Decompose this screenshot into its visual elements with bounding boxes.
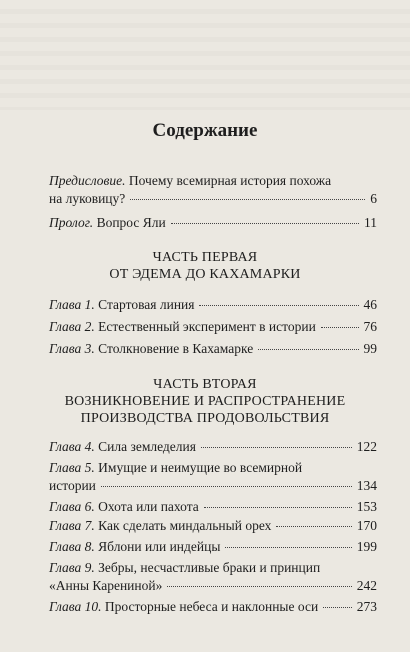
toc-entry-chapter-10 bbox=[49, 598, 377, 616]
entry-title: Сила земледелия bbox=[94, 439, 196, 454]
leader-dots bbox=[167, 585, 351, 587]
part-name: ЧАСТЬ ВТОРАЯ bbox=[153, 377, 257, 392]
leader-dots bbox=[204, 506, 352, 508]
entry-prefix: Глава 1. bbox=[49, 297, 95, 312]
entry-prefix: Глава 6. bbox=[49, 499, 95, 514]
entry-prefix: Пролог. bbox=[49, 215, 94, 230]
entry-title: Вопрос Яли bbox=[93, 215, 166, 230]
toc-entry-chapter-6 bbox=[49, 498, 377, 516]
toc-entry-preface bbox=[49, 172, 377, 208]
page-number: 99 bbox=[363, 341, 377, 356]
leader-dots bbox=[130, 198, 365, 200]
entry-title: Имущие и неимущие во всемирной bbox=[94, 460, 303, 475]
entry-title-continued: на луковицу? bbox=[49, 191, 126, 206]
page-number: 199 bbox=[356, 539, 377, 554]
entry-prefix: Глава 7. bbox=[49, 518, 95, 533]
part-heading-2 bbox=[0, 376, 410, 427]
entry-title: Охота или пахота bbox=[94, 499, 199, 514]
page-title: Содержание bbox=[152, 120, 258, 141]
page-number: 6 bbox=[370, 191, 377, 206]
entry-prefix: Глава 5. bbox=[49, 460, 95, 475]
leader-dots bbox=[171, 222, 359, 224]
toc-entry-chapter-1 bbox=[49, 296, 377, 314]
leader-dots bbox=[201, 446, 352, 448]
toc-entry-chapter-4 bbox=[49, 438, 377, 456]
page-number: 122 bbox=[356, 439, 377, 454]
entry-title: Стартовая линия bbox=[94, 297, 195, 312]
toc-entry-chapter-3 bbox=[49, 340, 377, 358]
leader-dots bbox=[323, 606, 352, 608]
entry-title: Естественный эксперимент в истории bbox=[94, 319, 316, 334]
entry-prefix: Предисловие. bbox=[49, 173, 126, 188]
toc-entry-chapter-2 bbox=[49, 318, 377, 336]
entry-title-continued: «Анны Карениной» bbox=[49, 578, 163, 593]
entry-prefix: Глава 10. bbox=[49, 599, 102, 614]
page-number: 134 bbox=[356, 478, 377, 493]
page-number: 170 bbox=[356, 518, 377, 533]
entry-prefix: Глава 8. bbox=[49, 539, 95, 554]
toc-entry-chapter-9 bbox=[49, 559, 377, 595]
part-name: ЧАСТЬ ПЕРВАЯ bbox=[152, 250, 258, 265]
entry-prefix: Глава 9. bbox=[49, 560, 95, 575]
leader-dots bbox=[199, 304, 358, 306]
page-number: 153 bbox=[356, 499, 377, 514]
part-title-line2: ПРОИЗВОДСТВА ПРОДОВОЛЬСТВИЯ bbox=[80, 411, 330, 426]
entry-title: Как сделать миндальный орех bbox=[94, 518, 272, 533]
page-number: 273 bbox=[356, 599, 377, 614]
page-number: 11 bbox=[364, 215, 377, 230]
part-heading-1 bbox=[0, 249, 410, 283]
entry-title: Просторные небеса и наклонные оси bbox=[101, 599, 319, 614]
leader-dots bbox=[276, 525, 351, 527]
toc-entry-chapter-5 bbox=[49, 459, 377, 495]
entry-prefix: Глава 4. bbox=[49, 439, 95, 454]
part-title-line1: ВОЗНИКНОВЕНИЕ И РАСПРОСТРАНЕНИЕ bbox=[64, 394, 346, 409]
page-number: 242 bbox=[356, 578, 377, 593]
page-number: 46 bbox=[363, 297, 377, 312]
leader-dots bbox=[258, 348, 358, 350]
entry-title-continued: истории bbox=[49, 478, 96, 493]
entry-prefix: Глава 2. bbox=[49, 319, 95, 334]
leader-dots bbox=[101, 485, 352, 487]
leader-dots bbox=[225, 546, 351, 548]
toc-entry-chapter-7 bbox=[49, 517, 377, 535]
entry-title: Зебры, несчастливые браки и принцип bbox=[94, 560, 321, 575]
toc-entry-chapter-8 bbox=[49, 538, 377, 556]
page-number: 76 bbox=[363, 319, 377, 334]
entry-prefix: Глава 3. bbox=[49, 341, 95, 356]
entry-title: Почему всемирная история похожа bbox=[125, 173, 332, 188]
toc-entry-prologue bbox=[49, 214, 377, 232]
part-title: ОТ ЭДЕМА ДО КАХАМАРКИ bbox=[109, 267, 301, 282]
entry-title: Столкновение в Кахамарке bbox=[94, 341, 254, 356]
entry-title: Яблони или индейцы bbox=[94, 539, 221, 554]
bleed-through-text bbox=[0, 0, 410, 110]
leader-dots bbox=[321, 326, 359, 328]
